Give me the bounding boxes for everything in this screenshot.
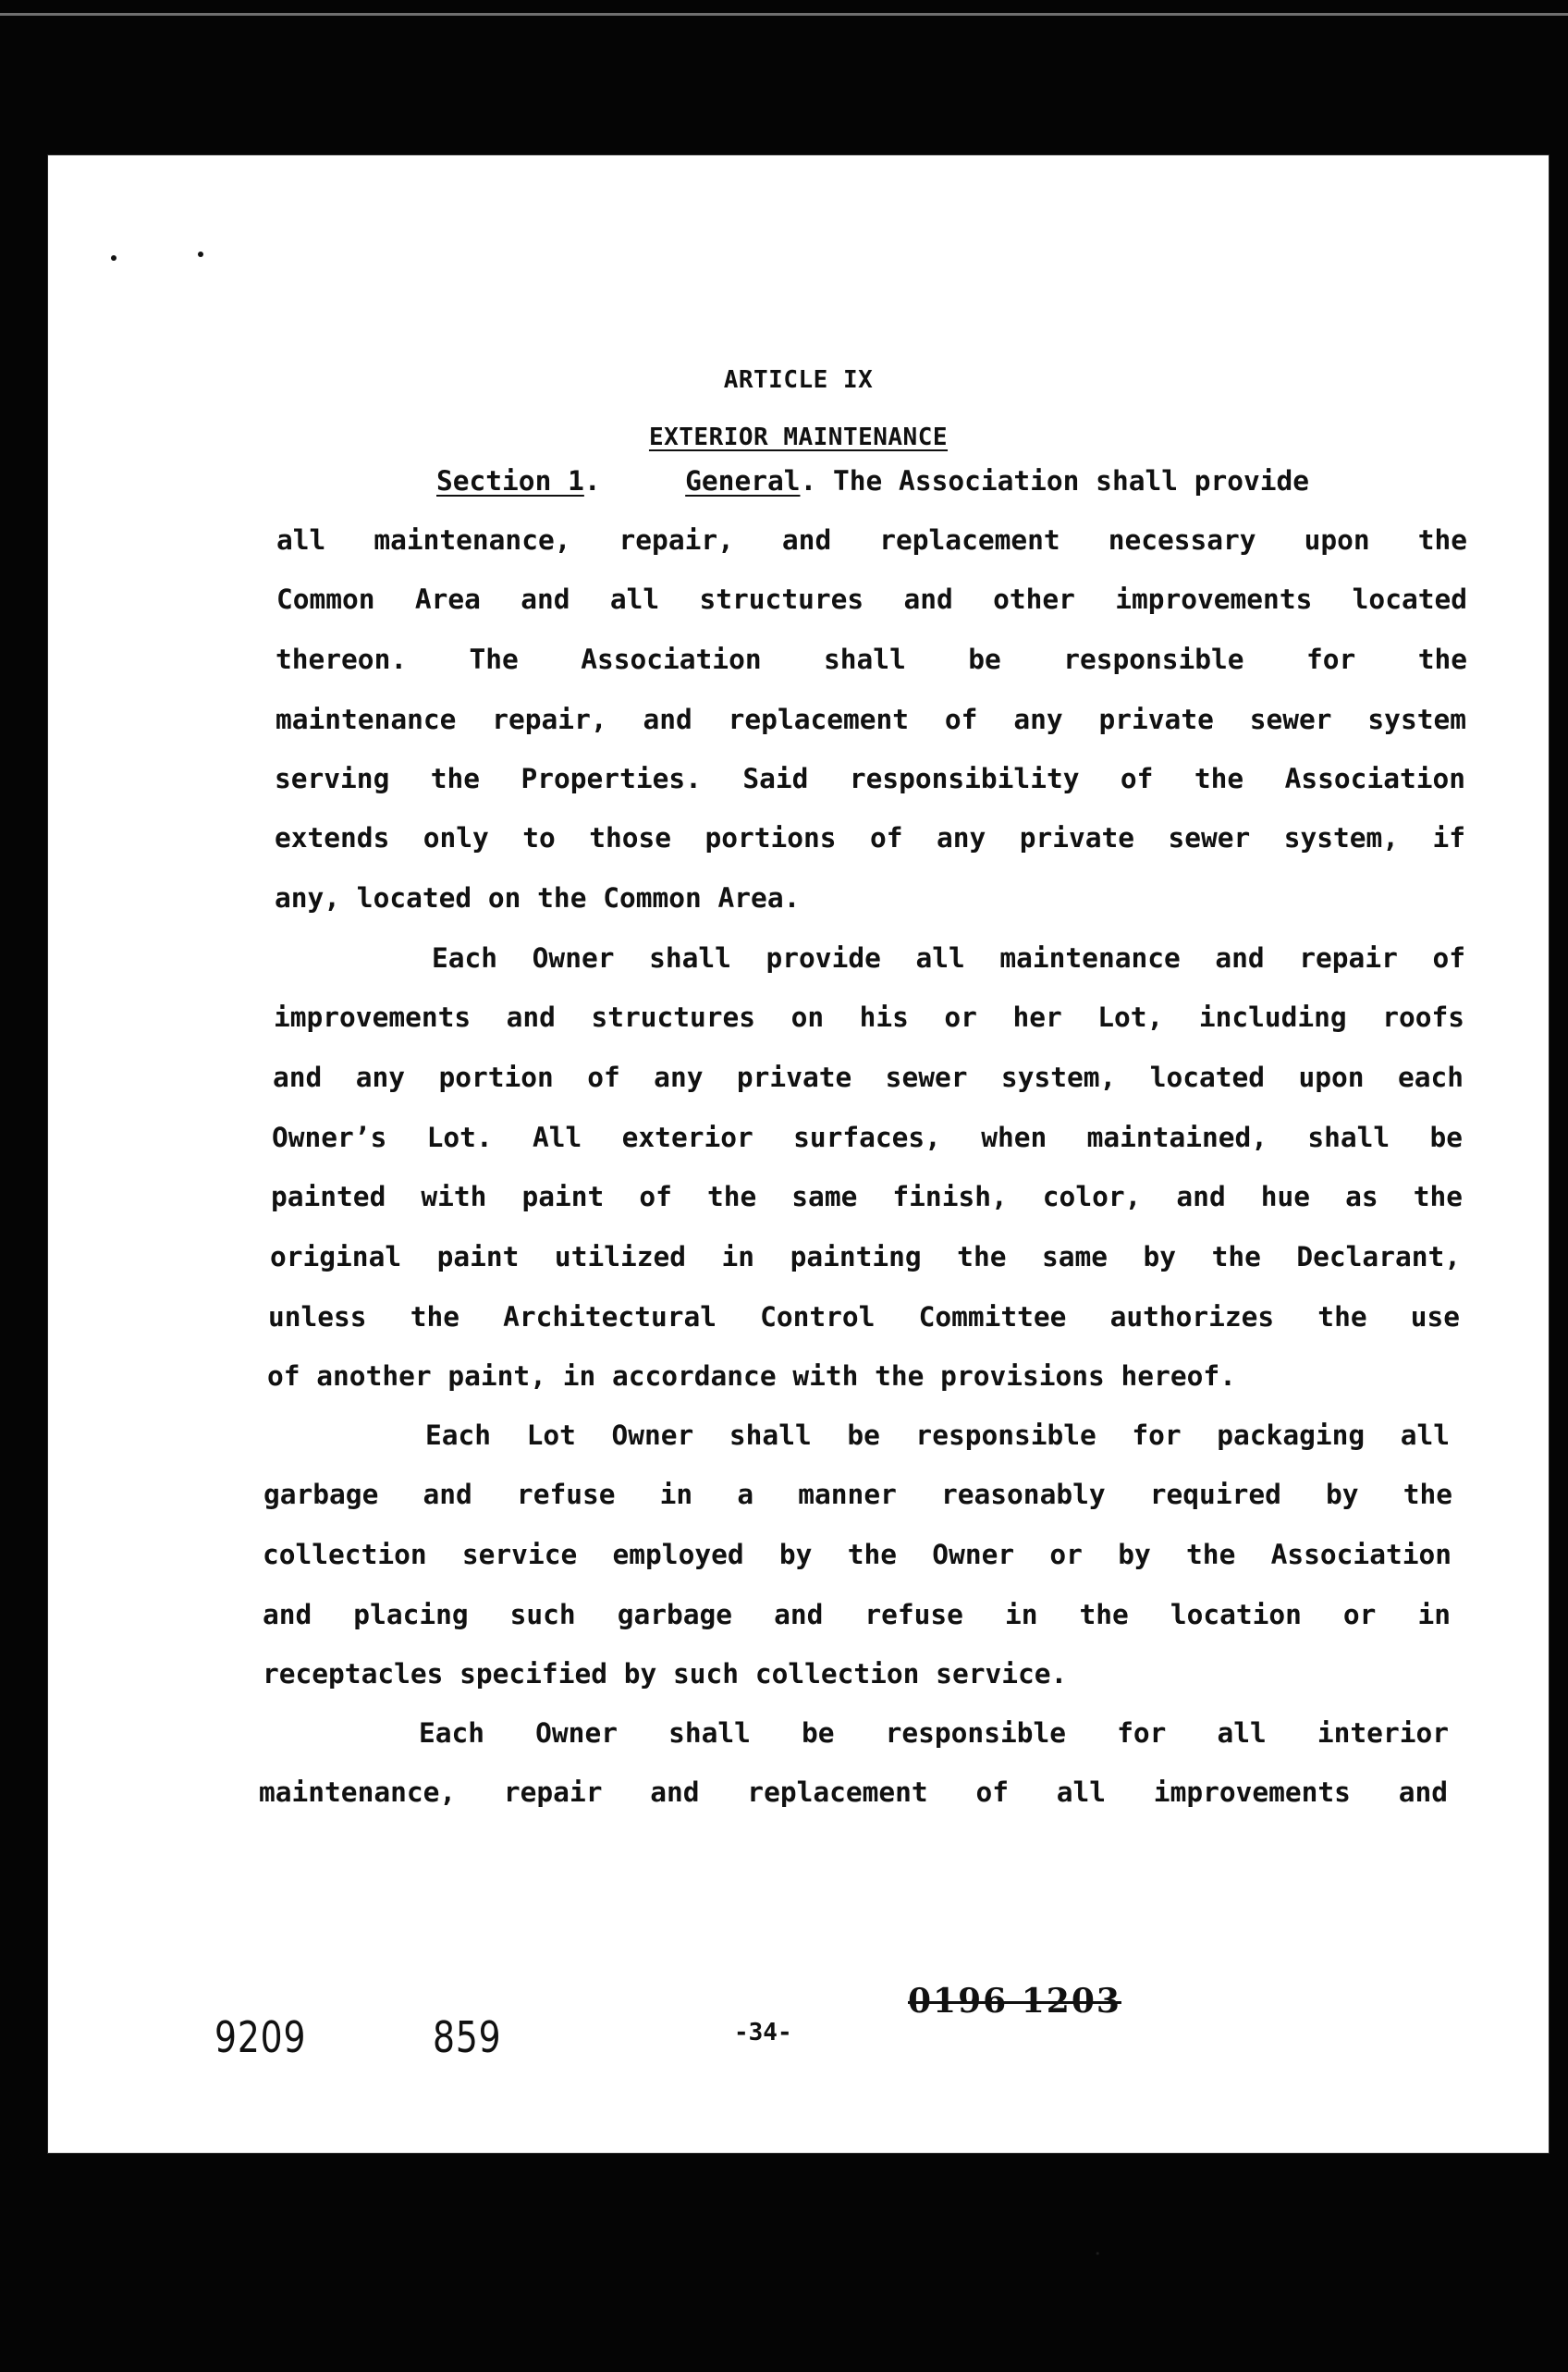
page-number: -34- xyxy=(734,2019,792,2046)
paragraph-3-line-5: receptacles specified by such collection service. xyxy=(263,1658,1068,1690)
paragraph-1-line-3: Common Area and all structures and other improvements located xyxy=(276,584,1467,615)
paragraph-1-line-8: any, located on the Common Area. xyxy=(275,882,801,914)
paragraph-2-line-8: of another paint, in accordance with the provisions hereof. xyxy=(267,1360,1236,1392)
paragraph-4-line-2: maintenance, repair and replacement of all improvements and xyxy=(259,1776,1448,1808)
document-page xyxy=(48,155,1549,2153)
general-label: General xyxy=(685,465,801,497)
paragraph-1-line-7: extends only to those portions of any private sewer system, if xyxy=(275,822,1465,854)
footer-number-left: 9209 xyxy=(214,2012,307,2062)
paragraph-1-line-1 xyxy=(436,464,1466,498)
paragraph-2-line-5: painted with paint of the same finish, color, and hue as the xyxy=(271,1181,1463,1212)
paragraph-3-line-1: Each Lot Owner shall be responsible for packaging all xyxy=(425,1420,1450,1451)
paragraph-2-line-6: original paint utilized in painting the same by the Declarant, xyxy=(270,1241,1461,1272)
general-label-period: . xyxy=(800,465,817,497)
paragraph-2-line-3: and any portion of any private sewer system, located upon each xyxy=(273,1062,1464,1093)
ink-speck xyxy=(111,255,116,261)
paragraph-3-line-4: and placing such garbage and refuse in the location or in xyxy=(263,1599,1451,1630)
section-title-text: EXTERIOR MAINTENANCE xyxy=(648,424,949,451)
article-title: ARTICLE IX xyxy=(723,366,874,394)
paragraph-4-line-1: Each Owner shall be responsible for all interior xyxy=(419,1717,1449,1749)
paragraph-2-line-4: Owner’s Lot. All exterior surfaces, when maintained, shall be xyxy=(272,1122,1463,1153)
paragraph-2-line-2: improvements and structures on his or her Lot, including roofs xyxy=(274,1002,1464,1033)
paragraph-2-line-1: Each Owner shall provide all maintenance and repair of xyxy=(432,942,1465,974)
paragraph-1-line-6: serving the Properties. Said responsibility of the Association xyxy=(275,763,1465,794)
paragraph-1-line-4: thereon. The Association shall be responsible for the xyxy=(276,644,1467,675)
struck-through-number: 0196 1203 xyxy=(908,1982,1121,2021)
paragraph-1-line-5: maintenance repair, and replacement of any private sewer system xyxy=(276,704,1466,735)
section-label-period: . xyxy=(583,465,601,497)
paragraph-3-line-2: garbage and refuse in a manner reasonably required by the xyxy=(263,1479,1452,1510)
ink-speck xyxy=(198,252,203,257)
section-label: Section 1 xyxy=(436,465,584,497)
footer-number-middle: 859 xyxy=(433,2012,502,2062)
paragraph-1-line-2: all maintenance, repair, and replacement necessary upon the xyxy=(276,524,1467,556)
paragraph-1-line-1-text: The Association shall provide xyxy=(833,465,1310,497)
paragraph-3-line-3: collection service employed by the Owner or by the Association xyxy=(263,1539,1452,1570)
paragraph-2-line-7: unless the Architectural Control Committee authorizes the use xyxy=(268,1301,1460,1333)
section-title xyxy=(48,424,1549,451)
scan-edge-line xyxy=(0,13,1568,16)
